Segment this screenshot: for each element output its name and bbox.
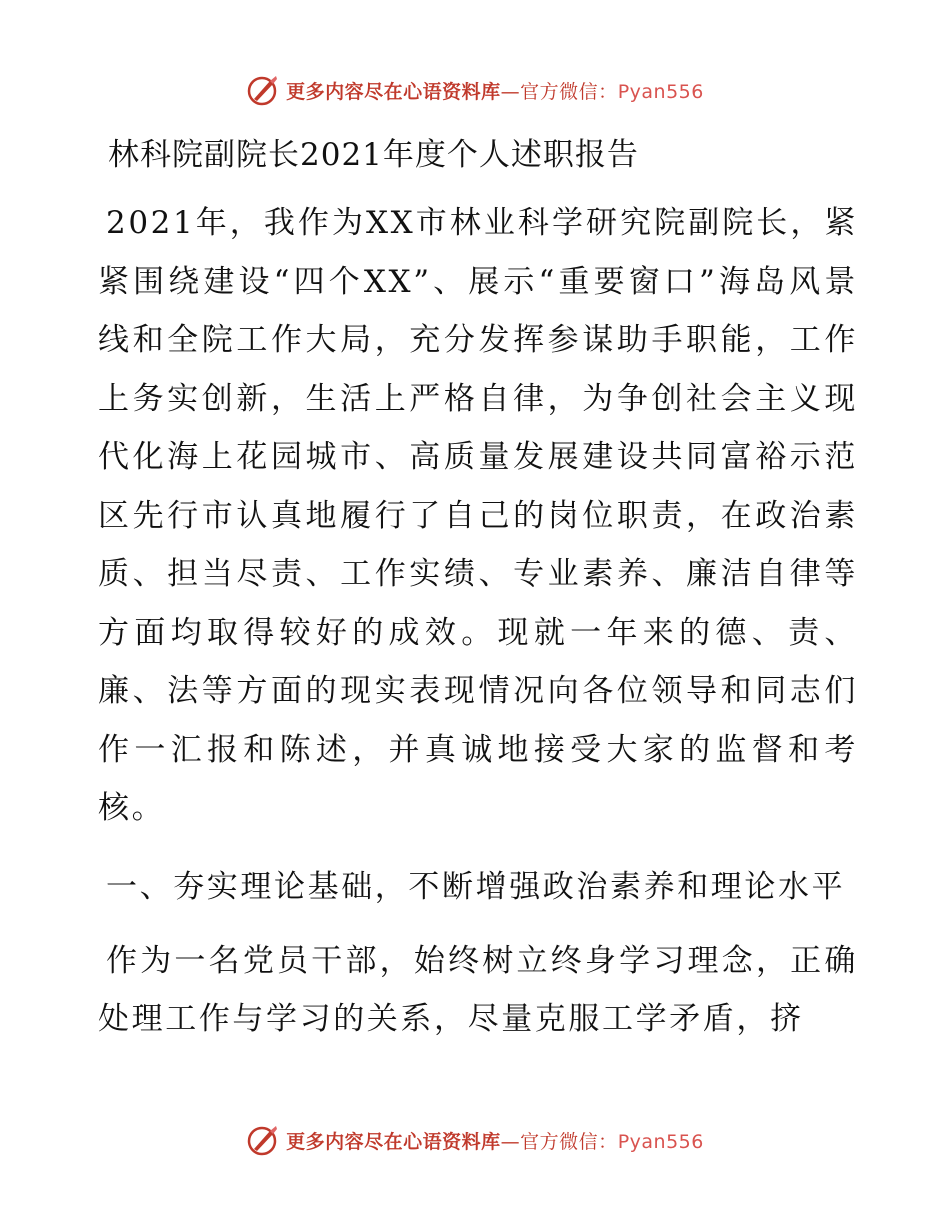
watermark-wechat-id: Pyan556 (617, 1130, 704, 1153)
watermark-bottom (0, 1122, 950, 1158)
intro-paragraph: 2021年，我作为XX市林业科学研究院副院长，紧紧围绕建设“四个XX”、展示“重要窗口”海岛风景线和全院工作大局，充分发挥参谋助手职能，工作上务实创新，生活上严格自律，为争创社会主义现代化海上花园城市、高质量发展建设共同富裕示范区先行市认真地履行了自己的岗位职责，在政治素质、担当尽责、工作实绩、专业素养、廉洁自律等方面均取得较好的成效。现就一年来的德、责、廉、法等方面的现实表现情况向各位领导和同志们作一汇报和陈述，并真诚地接受大家的监督和考核。 (98, 205, 858, 826)
quill-pen-logo-icon (246, 1123, 280, 1157)
section-1-paragraph: 作为一名党员干部，始终树立终身学习理念，正确处理工作与学习的关系，尽量克服工学矛盾，挤 (98, 942, 858, 1037)
watermark-text (286, 77, 704, 104)
watermark-separator: — (500, 1130, 521, 1153)
watermark-label: 官方微信： (520, 1130, 618, 1153)
watermark-top (0, 72, 950, 108)
document-body (98, 118, 858, 1049)
section-1-heading: 一、夯实理论基础，不断增强政治素养和理论水平 (106, 868, 846, 905)
watermark-wechat-id: Pyan556 (617, 80, 704, 103)
watermark-label: 官方微信： (520, 80, 618, 103)
watermark-separator: — (500, 80, 521, 103)
document-title: 林科院副院长2021年度个人述职报告 (108, 137, 639, 173)
quill-pen-logo-icon (246, 73, 280, 107)
watermark-main: 更多内容尽在心语资料库 (286, 80, 501, 103)
watermark-text (286, 1127, 704, 1154)
watermark-main: 更多内容尽在心语资料库 (286, 1130, 501, 1153)
